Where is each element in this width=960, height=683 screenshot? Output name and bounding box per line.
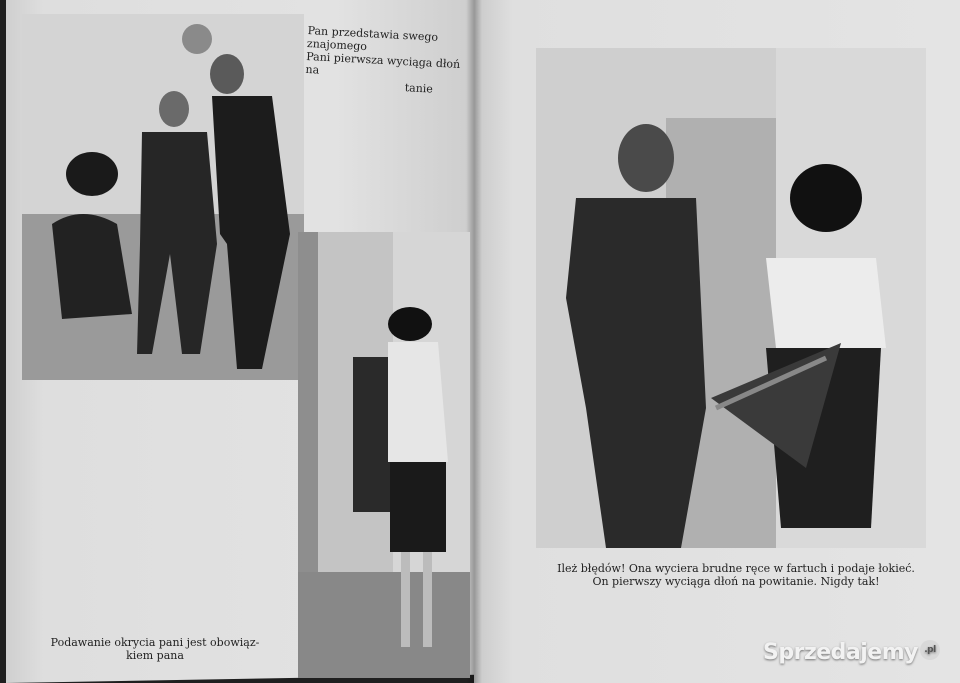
watermark-badge: .pl bbox=[920, 640, 940, 660]
caption-greeting-line1: Ileż błędów! Ona wyciera brudne ręce w fartuch i podaje łokieć. bbox=[557, 562, 915, 575]
watermark-logo bbox=[763, 640, 940, 665]
caption-greeting-line2: On pierwszy wyciąga dłoń na powitanie. Nigdy tak! bbox=[592, 575, 880, 588]
caption-greeting bbox=[526, 562, 946, 588]
caption-introduction-line1: Pan przedstawia swego znajomego bbox=[306, 24, 439, 54]
caption-coat-line1: Podawanie okrycia pani jest obowiąz- bbox=[50, 636, 260, 649]
caption-introduction-line2: Pani pierwsza wyciąga dłoń na bbox=[305, 49, 461, 77]
watermark-text: Sprzedajemy bbox=[763, 640, 918, 665]
photo-greeting bbox=[536, 48, 926, 548]
caption-coat bbox=[20, 636, 290, 662]
caption-coat-line2: kiem pana bbox=[126, 649, 184, 662]
caption-introduction-line3: tanie bbox=[404, 81, 434, 96]
caption-introduction bbox=[305, 24, 478, 98]
photo-coat bbox=[298, 232, 470, 678]
photo-introduction bbox=[22, 14, 304, 380]
